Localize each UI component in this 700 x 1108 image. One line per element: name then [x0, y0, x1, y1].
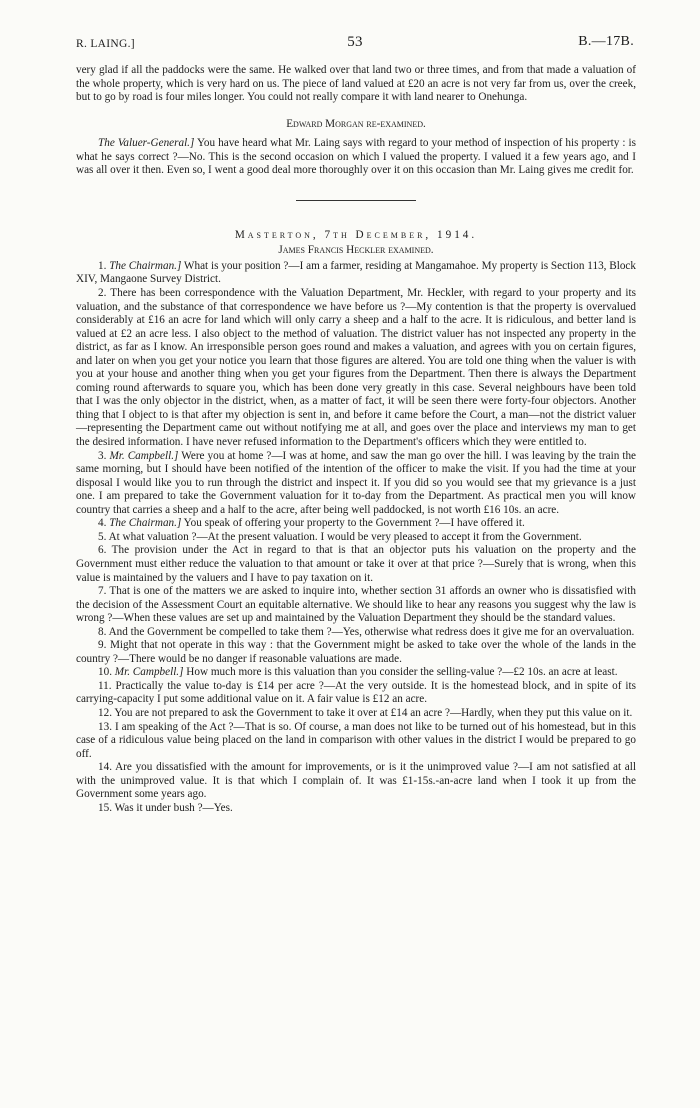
document-body: [76, 64, 636, 815]
question-paragraph: [76, 137, 636, 178]
question-paragraph: [76, 260, 636, 287]
place-date-heading: Masterton, 7th December, 1914.: [234, 228, 478, 241]
question-number: 10.: [98, 666, 115, 679]
question-paragraph: 2. There has been correspondence with the Valuation Department, Mr. Heckler, with regard to your property and its valuation, and the substance of that correspondence we have before us ?—My contention is that the property is overvalued considerably at £16 an acre for land which will only carry a sheep and a half to the acre. It is ridiculous, and better land is valued at £2 an acre less. I also object to the method of valuation. The district valuer has not inspected any property in the district, as far as I know. An irresponsible person goes round and makes a valuation, and agrees with you on certain figures, and later on when you get your notice you learn that those figures are altered. You are told one thing when the valuer is with you at your house and another thing when you get your figures from the Department. Then there is always the Department coming round afterwards to square you, which has been done very greatly in this case. Several neighbours have been told that I was the only objector in the district, when, as a matter of fact, it will be seen there were forty-four objectors. Another thing that I object to is that after my objection is sent in, and before it came before the Court, a man—not the district valuer—representing the Department came out without notifying me at all, and goes over the place and interviews my man to get the desired information. I have never refused information to the Department's officers which they were entitled to.: [76, 287, 636, 449]
question-paragraph: 5. At what valuation ?—At the present valuation. I would be very pleased to accept it from the Government.: [98, 530, 582, 543]
question-paragraph: 12. You are not prepared to ask the Government to take it over at £14 an acre ?—Hardly, when they put this value on it.: [98, 706, 633, 719]
question-number: 3.: [98, 449, 110, 462]
question-text: Were you at home ?—I was at home, and saw the man go over the hill. I was leaving by the train the same morning, but I should have been notified of the intention of the officer to make the visit. If you had the time at your disposal I would like you to run through the district and inspect it. If you did so you would see that my grievance is a just one. I am prepared to take the Government valuation for it to-day from the Department. As practical men you will know country that carries a sheep and a half to the acre, after being well paddocked, is not worth £16 10s. an acre.: [76, 449, 637, 516]
question-number: 1.: [98, 259, 110, 272]
question-number: 4.: [98, 517, 110, 530]
question-paragraph: 7. That is one of the matters we are asked to inquire into, whether section 31 affords an owner who is dissatisfied with the decision of the Assessment Court an equitable alternative. We should like to hear any reasons you suggest why the law is wrong ?—When these values are set up and maintained by the Valuation Department they should be the standard values.: [76, 585, 636, 625]
question-paragraph: 11. Practically the value to-day is £14 per acre ?—At the very outside. It is the homestead block, and in spite of its carrying-capacity I put some additional value on it. A fair value is £12 an acre.: [76, 679, 636, 706]
header-witness-ref: R. LAING.]: [76, 38, 135, 50]
page-number: 53: [347, 34, 363, 50]
question-paragraph: [76, 666, 636, 680]
witness-heading: James Francis Heckler examined.: [278, 244, 434, 257]
speaker-label: The Valuer-General.]: [98, 137, 195, 150]
continued-paragraph: very glad if all the paddocks were the same. He walked over that land two or three times, and from that made a valuation of the whole property, which is very hard on us. The piece of land valued at £20 an acre is not very far from us, over the creek, but to go by road is four miles longer. You could not really compare it with land nearer to Onehunga.: [76, 64, 636, 104]
question-paragraph: 6. The provision under the Act in regard to that is that an objector puts his valuation on the property and the Government must either reduce the valuation to that amount or take it over at that price ?—Surely that is wrong, when this value is maintained by the valuers and I have to pay taxation on it.: [76, 544, 636, 584]
question-paragraph: 8. And the Government be compelled to take them ?—Yes, otherwise what redress does it give me for an overvaluation.: [98, 625, 635, 638]
question-paragraph: 15. Was it under bush ?—Yes.: [98, 801, 233, 814]
speaker-label: Mr. Campbell.]: [114, 666, 184, 679]
question-paragraph: 14. Are you dissatisfied with the amount for improvements, or is it the unimproved value ?—I am not satisfied at all with the unimproved value. It is that which I complain of. It was £1-15s.-an-acre land when I took it up from the Government some years ago.: [76, 761, 636, 801]
question-text: What is your position ?—I am a farmer, residing at Mangamahoe. My property is Section 113, Block XIV, Mangaone Survey District.: [76, 259, 636, 286]
question-paragraph: 13. I am speaking of the Act ?—That is so. Of course, a man does not like to be turned out of his homestead, but in this case of a ridiculous value being placed on the land in comparison with other values in the district I would be prepared to go off.: [76, 720, 636, 760]
speaker-label: The Chairman.]: [109, 259, 182, 272]
question-paragraph: 9. Might that not operate in this way : that the Government might be asked to take over the whole of the lands in the country ?—There would be no danger if reasonable valuations are made.: [76, 639, 636, 665]
question-text: How much more is this valuation than you consider the selling-value ?—£2 10s. an acre at least.: [183, 666, 618, 679]
question-text: You speak of offering your property to the Government ?—I have offered it.: [181, 517, 525, 530]
section-heading-morgan: Edward Morgan re-examined.: [286, 117, 426, 130]
running-header: [76, 34, 634, 52]
question-paragraph: [76, 450, 636, 518]
question-paragraph: [76, 517, 636, 531]
question-text: You have heard what Mr. Laing says with regard to your method of inspection of his property : is what he says correct ?—No. This is the second occasion on which I valued the property. I valued it a few years ago, and I was all over it then. Even so, I went a good deal more thoroughly over it on this occasion than Mr. Laing gives me credit for.: [76, 137, 636, 177]
header-paper-code: B.—17B.: [578, 34, 634, 49]
speaker-label: The Chairman.]: [109, 517, 182, 530]
speaker-label: Mr. Campbell.]: [109, 449, 179, 462]
